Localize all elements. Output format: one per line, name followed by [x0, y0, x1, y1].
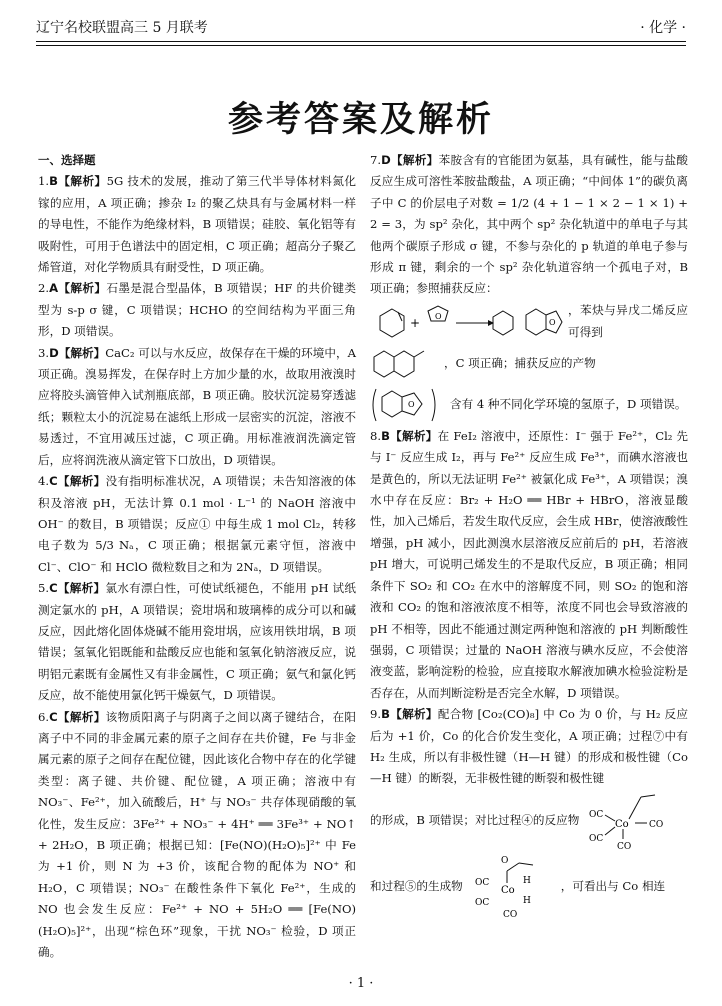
- answer-9-text-3: 和过程⑤的生成物: [370, 879, 463, 894]
- answer-7-text-2: ，苯炔与异戊二烯反应可得到: [568, 303, 688, 339]
- svg-text:O: O: [408, 399, 415, 409]
- svg-text:H: H: [522, 895, 531, 906]
- header-rule-thick: [36, 41, 686, 42]
- answer-number: 1.: [38, 174, 50, 189]
- answer-8-text: 在 FeI₂ 溶液中，还原性：I⁻ 强于 Fe²⁺，Cl₂ 先与 I⁻ 反应生成 I₂，再与 Fe²⁺ 反应生成 Fe³⁺，而碘水溶液也是黄色的，所以无法证明 Fe²⁺ 被氯化成 Fe³⁺，A 项错误；溴水中存在反应：Br₂ + H₂O ══ HBr + HBrO，溶液显酸性，加入己烯后，若发生取代反应，会生成 HBr，使溶液酸性增强，pH 减小，因此测溴水层溶液反应前后的 pH，若溶液 pH 增大，可说明己烯发生的不是取代反应，B 项正确；相同条件下 SO₂ 和 CO₂ 在水中的溶解度不同，则 SO₂ 的饱和溶液和 CO₂ 的饱和溶液浓度不相等，浓度不同也会导致溶液的 pH 不相等，因此不能通过测定两种饱和溶液的 pH 判断酸性强弱，C 项错误；过量的 NaOH 溶液与碘水反应，不会使溶液变蓝，影响淀粉的检验，应直接取水解液加碘水检验淀粉是否存在，从而判断淀粉是否完全水解，D 项错误。: [370, 428, 688, 700]
- answer-item-4: [38, 471, 356, 578]
- answer-9-text-1: 配合物 [Co₂(CO)₈] 中 Co 为 0 价，与 H₂ 反应后为 +1 价，Co 的化合价发生变化，A 项正确；过程⑦中有 H₂ 生成，所以有非极性键（H—H 键）的形成和极性键（Co—H 键）的断裂，无非极性键的断裂和极性键: [370, 707, 688, 786]
- answer-7-text-3: ，C 项正确；捕获反应的产物: [444, 356, 596, 371]
- answer-number: 3.: [38, 345, 50, 360]
- answer-item-8: 8.B【解析】在 FeI₂ 溶液中，还原性：I⁻ 强于 Fe²⁺，Cl₂ 先与 I⁻ 反应生成 I₂，再与 Fe²⁺ 反应生成 Fe³⁺，而碘水溶液也是黄色的，所以无法证明 Fe²⁺ 被氯化成 Fe³⁺，A 项错误；溴水中存在反应：Br₂ + H₂O ══ HBr + HBrO，溶液显酸性，加入己烯后，若发生取代反应，会生成 HBr，使溶液酸性增强，pH 减小，因此测溴水层溶液反应前后的 pH，若溶液 pH 增大，可说明己烯发生的不是取代反应，B 项正确；相同条件下 SO₂ 和 CO₂ 在水中的溶解度不同，则 SO₂ 的饱和溶液和 CO₂ 的饱和溶液浓度不相等，浓度不同也会导致溶液的 pH 不相等，因此不能通过测定两种饱和溶液的 pH 判断酸性强弱，C 项错误；过量的 NaOH 溶液与碘水反应，不会使溶液变蓝，影响淀粉的检验，应直接取水解液加碘水检验淀粉是否存在，从而判断淀粉是否完全水解，D 项错误。: [370, 428, 688, 700]
- svg-text:H: H: [522, 875, 531, 886]
- analysis-tag: 【解析】: [58, 345, 106, 360]
- analysis-tag: 【解析】: [57, 174, 107, 189]
- cobalt-hydride-complex-structure: [467, 853, 557, 921]
- answer-letter: C: [49, 709, 58, 724]
- answer-9-text-2: 的形成，B 项错误；对比过程④的反应物: [370, 813, 580, 828]
- answer-letter: A: [49, 281, 59, 296]
- answer-text: 5G 技术的发展，推动了第三代半导体材料氮化镓的应用，A 项正确；掺杂 I₂ 的聚乙炔具有与金属材料一样的导电性，不能作为绝缘材料，B 项错误；硅胶、氧化铝等有吸附性，可用于色谱法中的固定相，C 项正确；超高分子聚乙烯管道，对化学物质具有耐受性，D 项正确。: [38, 174, 356, 275]
- answer-text: 该物质阳离子与阴离子之间以离子键结合，在阳离子中不同的非金属元素的原子之间存在共价键，Fe 与非金属元素的原子之间存在配位键，因此该化合物中存在的化学键类型：离子键、共价键、配位键，A 项正确；溶液中有 NO₃⁻、Fe²⁺，加入硫酸后，H⁺ 与 NO₃⁻ 共存体现硝酸的氧化性，发生反应：3Fe²⁺ + NO₃⁻ + 4H⁺ ══ 3Fe³⁺ + NO↑ + 2H₂O，B 项正确；根据已知：[Fe(NO)(H₂O)₅]²⁺ 中 Fe 为 +1 价，则 N 为 +3 价，该配合物的配体为 NO⁺ 和 H₂O，C 项错误；NO₃⁻ 在酸性条件下氧化 Fe²⁺，生成的 NO 也会发生反应：Fe²⁺ + NO + 5H₂O ══ [Fe(NO)(H₂O)₅]²⁺，出现“棕色环”现象，干扰 NO₃⁻ 检验，D 项正确。: [38, 709, 356, 960]
- answer-number: 5.: [38, 581, 50, 596]
- svg-text:OC: OC: [474, 897, 490, 908]
- svg-text:CO: CO: [502, 909, 518, 920]
- cobalt-alkyl-complex-structure: [583, 791, 673, 851]
- svg-text:OC: OC: [474, 877, 490, 888]
- answer-9-text-4: ，可看出与 Co 相连: [560, 879, 666, 894]
- svg-text:Co: Co: [615, 818, 629, 830]
- answer-item-7: 7.D【解析】苯胺含有的官能团为氨基，具有碱性，能与盐酸反应生成可溶性苯胺盐酸盐，A 项正确；“中间体 1”的碳负离子中 C 的价层电子对数 = 1/2 (4 + 1 − 1 × 2 − 1 × 1) + 2 = 3，为 sp² 杂化，其中两个 sp² 杂化轨道中的单电子与其他两个碳原子形成 σ 键，不参与杂化的 p 轨道的单电子参与形成 π 键，剩余的一个 sp² 杂化轨道容纳一个孤电子对，B 项正确；参照捕获反应： + O O ，苯炔与异戊二烯反应可得到 ，C 项正确；捕获反应的产物 O 含有 4 种不同化学环境的氢原子，D 项错误。: [370, 150, 688, 426]
- answer-7-text-1: 苯胺含有的官能团为氨基，具有碱性，能与盐酸反应生成可溶性苯胺盐酸盐，A 项正确；“中间体 1”的碳负离子中 C 的价层电子对数 = 1/2 (4 + 1 − 1 × 2 − 1 × 1) + 2 = 3，为 sp² 杂化，其中两个 sp² 杂化轨道中的单电子与其他两个碳原子形成 σ 键，不参与杂化的 p 轨道的单电子参与形成 π 键，剩余的一个 sp² 杂化轨道容纳一个孤电子对，B 项正确；参照捕获反应：: [370, 153, 688, 296]
- header-subject: · 化学 ·: [640, 20, 686, 36]
- left-column: [38, 150, 356, 963]
- isoprene-product-row: [370, 344, 688, 384]
- analysis-tag: 【解析】: [57, 581, 106, 596]
- answer-number: 6.: [38, 709, 50, 724]
- answer-letter: C: [49, 581, 58, 596]
- answer-text: CaC₂ 可以与水反应，故保存在干燥的环境中，A 项正确。溴易挥发，在保存时上方加少量的水，故取用液溴时应将胶头滴管伸入试剂瓶底部，B 项正确。胶状沉淀易穿透滤纸；颗粒太小的沉淀易在滤纸上形成一层密实的沉淀，溶液不易透过，不宜用减压过滤，C 项正确。用标准液润洗滴定管后，应将润洗液从滴定管下口放出，D 项错误。: [38, 345, 356, 467]
- answers-list: [38, 171, 356, 963]
- page-header: [36, 14, 686, 40]
- benzyne-furan-reaction-scheme: [370, 301, 520, 343]
- bracketed-capture-product-structure: [370, 385, 446, 425]
- answer-number: 4.: [38, 474, 50, 489]
- answer-letter: C: [49, 474, 58, 489]
- svg-text:CO: CO: [649, 819, 664, 830]
- answer-text: 没有指明标准状况，A 项错误；未告知溶液的体积及溶液 pH，无法计算 0.1 mol · L⁻¹ 的 NaOH 溶液中 OH⁻ 的数目，B 项错误；反应① 中每生成 1 mol Cl₂，转移电子数为 5/3 Nₐ，C 项正确；根据氯元素守恒，溶液中 Cl⁻、ClO⁻ 和 HClO 微粒数目之和为 2Nₐ，D 项错误。: [38, 474, 356, 574]
- svg-text:CO: CO: [617, 841, 632, 851]
- answer-7-text-4: 含有 4 种不同化学环境的氢原子，D 项错误。: [450, 397, 687, 412]
- svg-text:O: O: [435, 311, 442, 321]
- page-number: · 1 ·: [348, 976, 374, 991]
- svg-text:Co: Co: [500, 884, 515, 896]
- answer-text: 氯水有漂白性，可使试纸褪色，不能用 pH 试纸测定氯水的 pH，A 项错误；瓷坩埚和玻璃棒的成分可以和碱反应，因此熔化固体烧碱不能用瓷坩埚，应该用铁坩埚，B 项错误；氢氧化铝既能和盐酸反应也能和氢氧化钠溶液反应，说明铝元素既有金属性又有非金属性，C 项正确；氨气和氯化钙反应，故不能使用氯化钙干燥氨气，D 项错误。: [38, 581, 356, 703]
- oxabicyclic-product-icon: [524, 301, 564, 343]
- process-5-product-row: [370, 852, 688, 922]
- answer-item-2: [38, 278, 356, 342]
- answer-text: 石墨是混合型晶体，B 项错误；HF 的共价键类型为 s-p σ 键，C 项错误；HCHO 的空间结构为平面三角形，D 项错误。: [38, 281, 356, 339]
- answer-item-5: [38, 578, 356, 706]
- answer-item-6: [38, 707, 356, 964]
- svg-text:O: O: [500, 855, 509, 866]
- header-rule-thin: [36, 45, 686, 46]
- capture-reaction-diagram: [370, 300, 688, 344]
- right-column: [370, 150, 688, 922]
- svg-text:OC: OC: [589, 833, 604, 844]
- analysis-tag: 【解析】: [57, 709, 106, 724]
- answer-number: 2.: [38, 281, 50, 296]
- answer-letter: B: [49, 174, 58, 189]
- header-exam-name: 辽宁名校联盟高三 5 月联考: [36, 20, 208, 36]
- capture-product-row: [370, 384, 688, 426]
- page-title: 参考答案及解析: [227, 100, 494, 140]
- answer-item-9: 9.B【解析】配合物 [Co₂(CO)₈] 中 Co 为 0 价，与 H₂ 反应后为 +1 价，Co 的化合价发生变化，A 项正确；过程⑦中有 H₂ 生成，所以有非极性键（H—H 键）的形成和极性键（Co—H 键）的断裂，无非极性键的断裂和极性键 的形成，B 项错误；对比过程④的反应物 Co CO OC OC CO 和过程⑤的生成物 Co O H H OC OC CO ，可看出与 Co 相连: [370, 707, 688, 920]
- svg-text:+: +: [410, 315, 421, 330]
- methyl-dihydronaphthalene-structure: [370, 345, 440, 383]
- svg-text:O: O: [549, 317, 556, 327]
- section-heading: 一、选择题: [38, 153, 96, 167]
- process-4-reactant-row: [370, 790, 688, 852]
- svg-text:OC: OC: [589, 809, 604, 820]
- answer-letter: D: [49, 345, 59, 360]
- analysis-tag: 【解析】: [57, 474, 106, 489]
- answer-item-1: [38, 171, 356, 278]
- analysis-tag: 【解析】: [58, 281, 107, 296]
- answer-item-3: [38, 343, 356, 471]
